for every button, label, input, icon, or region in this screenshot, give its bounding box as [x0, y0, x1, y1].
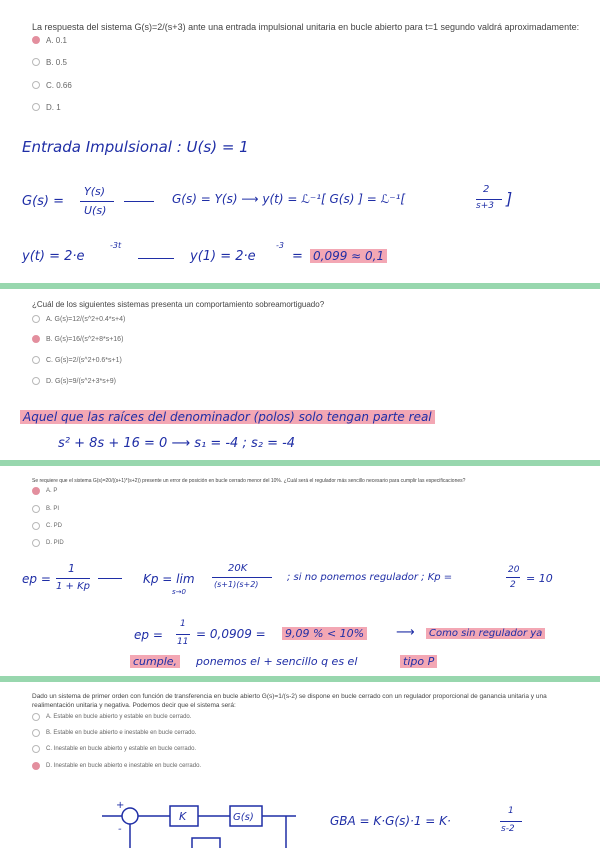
- q4-radio-a[interactable]: [32, 713, 40, 721]
- q3-note-ep2-val: = 0,0909 =: [196, 627, 266, 641]
- question-4-text: Dado un sistema de primer orden con función de transferencia en bucle abierto G(s)=1/(s-2) se dispone en bucle cerrado con un regulador proporcional de ganancia unitaria y una realimentación unitaria y negativa. Podemos decir que el sistema será:: [32, 693, 547, 709]
- q2-option-c-label: C. G(s)=2/(s^2+0.6*s+1): [46, 356, 122, 364]
- q4-option-d[interactable]: [32, 759, 201, 773]
- q1-option-b-label: B. 0.5: [46, 57, 67, 67]
- separator-band-3: [0, 676, 600, 682]
- q2-radio-c[interactable]: [32, 356, 40, 364]
- q4-option-d-label: D. Inestable en bucle abierto e inestable en bucle cerrado.: [46, 763, 202, 769]
- summing-junction: [122, 808, 138, 824]
- q1-note-g-mid: G(s) = Y(s) ⟶ y(t) = ℒ⁻¹[ G(s) ] = ℒ⁻¹[: [172, 192, 406, 206]
- q2-note-line2: s² + 8s + 16 = 0 ⟶ s₁ = -4 ; s₂ = -4: [58, 436, 296, 451]
- q3-note-ep2-arrow: ⟶: [396, 625, 415, 640]
- q1-note-y-arrow: [138, 258, 174, 259]
- q3-note-ep-num: 1: [68, 562, 75, 575]
- q4-option-b-label: B. Estable en bucle abierto e inestable en bucle cerrado.: [46, 730, 197, 736]
- q4-option-c[interactable]: [32, 742, 196, 756]
- q3-note-line3-b: ponemos el + sencillo q es el: [196, 655, 358, 668]
- q3-option-a[interactable]: [32, 484, 57, 498]
- q2-option-c[interactable]: [32, 353, 122, 367]
- q1-note-arrow: [124, 201, 154, 202]
- q1-note-result: 0,099 ≈ 0,1: [310, 249, 387, 263]
- q1-note-g-frac-den: s+3: [476, 201, 494, 211]
- q3-radio-a[interactable]: [32, 487, 40, 495]
- q3-note-ep2-pct: 9,09 % < 10%: [282, 627, 367, 640]
- q3-note-kp-val-num: 20: [508, 565, 520, 575]
- q3-radio-c[interactable]: [32, 522, 40, 530]
- block-k-label: K: [179, 810, 187, 823]
- q4-option-a[interactable]: [32, 710, 191, 724]
- q2-option-d[interactable]: [32, 374, 116, 388]
- q3-note-ep2-den: 11: [177, 637, 189, 647]
- q4-note-gba-den: s-2: [501, 824, 515, 834]
- q3-note-kp-comment: ; si no ponemos regulador ; Kp =: [287, 572, 453, 583]
- plus-sign: +: [116, 800, 125, 811]
- q2-radio-d[interactable]: [32, 377, 40, 385]
- question-3-text: Se requiere que el sistema G(s)=20/((s+1)*(s+2)) presente un error de posición en bucle cerrado menor del 10%. ¿Cuál será el regulador más sencillo necesario para cumplir las especificaciones?: [32, 478, 466, 484]
- q2-option-a[interactable]: [32, 312, 125, 326]
- question-2-text: ¿Cuál de los siguientes sistemas presenta un comportamiento sobreamortiguado?: [32, 300, 325, 309]
- q1-option-c[interactable]: [32, 78, 72, 92]
- q1-option-b[interactable]: [32, 55, 67, 69]
- q3-note-line3-a: cumple,: [130, 655, 180, 668]
- q4-radio-d[interactable]: [32, 762, 40, 770]
- q3-note-ep2-comment: Como sin regulador ya: [426, 628, 545, 639]
- q1-note-g-num: Y(s): [84, 185, 106, 198]
- q1-note-g-close: ]: [506, 189, 513, 208]
- q1-note-y-exp2: -3: [276, 241, 284, 250]
- q1-option-a[interactable]: [32, 33, 67, 47]
- q2-option-d-label: D. G(s)=9/(s^2+3*s+9): [46, 377, 117, 385]
- q1-option-d-label: D. 1: [46, 102, 61, 112]
- q1-radio-a[interactable]: [32, 36, 40, 44]
- q4-note-gba-num: 1: [508, 806, 514, 816]
- q3-option-b[interactable]: [32, 502, 59, 516]
- q1-note-y-exp: -3t: [110, 241, 122, 250]
- q3-option-d-label: D. PID: [46, 540, 64, 546]
- q2-radio-a[interactable]: [32, 315, 40, 323]
- q3-note-kp-val-den: 2: [510, 580, 516, 590]
- q4-note-gba-bar: [500, 821, 522, 822]
- q4-option-c-label: C. Inestable en bucle abierto y estable en bucle cerrado.: [46, 746, 197, 752]
- q1-option-a-label: A. 0.1: [46, 35, 67, 45]
- q3-note-ep2-bar: [176, 634, 190, 635]
- q4-note-gba: GBA = K·G(s)·1 = K·: [330, 814, 451, 828]
- q3-note-ep-den: 1 + Kp: [56, 581, 91, 592]
- q3-radio-b[interactable]: [32, 505, 40, 513]
- q3-note-kp-bar: [212, 577, 272, 578]
- q1-note-g-bar: [80, 201, 114, 202]
- q3-note-ep-bar: [56, 578, 90, 579]
- minus-sign: -: [118, 824, 122, 835]
- q3-note-kp-lhs: Kp = lim: [143, 572, 195, 586]
- question-1-text: La respuesta del sistema G(s)=2/(s+3) ante una entrada impulsional unitaria en bucle abierto para t=1 segundo valdrá aproximadamente:: [32, 22, 580, 32]
- q4-radio-b[interactable]: [32, 729, 40, 737]
- separator-band-1: [0, 283, 600, 289]
- q1-note-g-frac-num: 2: [483, 184, 490, 195]
- q2-option-b-label: B. G(s)=16/(s^2+8*s+16): [46, 335, 124, 343]
- q3-option-a-label: A. P: [46, 488, 58, 494]
- q3-note-ep-arrow: [98, 578, 122, 579]
- q2-radio-b[interactable]: [32, 335, 40, 343]
- q4-option-a-label: A. Estable en bucle abierto y estable en bucle cerrado.: [46, 714, 192, 720]
- q1-note-g-lhs: G(s) =: [22, 194, 65, 209]
- q3-note-ep2-num: 1: [180, 619, 186, 629]
- q2-option-b[interactable]: [32, 332, 123, 346]
- q1-note-y-eq: =: [292, 249, 303, 264]
- q1-radio-d[interactable]: [32, 103, 40, 111]
- q3-note-kp-num: 20K: [228, 563, 248, 574]
- q1-note-line1: Entrada Impulsional : U(s) = 1: [22, 138, 249, 156]
- q1-option-c-label: C. 0.66: [46, 80, 72, 90]
- q3-option-d[interactable]: [32, 536, 64, 550]
- q1-note-y-lhs: y(t) = 2·e: [22, 249, 85, 264]
- q3-option-c-label: C. PD: [46, 523, 63, 529]
- q1-radio-b[interactable]: [32, 58, 40, 66]
- block-g-label: G(s): [233, 812, 254, 823]
- q3-note-ep-lhs: ep =: [22, 572, 51, 586]
- q2-note-line1: Aquel que las raíces del denominador (polos) solo tengan parte real: [20, 410, 435, 424]
- q3-note-kp-result: = 10: [526, 572, 553, 585]
- q3-option-b-label: B. PI: [46, 506, 60, 512]
- q3-radio-d[interactable]: [32, 539, 40, 547]
- q3-note-line3-c: tipo P: [400, 655, 437, 668]
- q4-radio-c[interactable]: [32, 745, 40, 753]
- q3-note-kp-sub: s→0: [172, 588, 186, 596]
- q3-note-kp-val-bar: [506, 577, 520, 578]
- q4-option-b[interactable]: [32, 726, 196, 740]
- q1-note-g-frac-bar: [476, 199, 502, 200]
- q2-option-a-label: A. G(s)=12/(s^2+0.4*s+4): [46, 315, 126, 323]
- q3-note-ep2-lhs: ep =: [134, 628, 163, 642]
- q3-note-kp-den: (s+1)(s+2): [214, 580, 259, 589]
- q3-option-c[interactable]: [32, 519, 62, 533]
- separator-band-2: [0, 460, 600, 466]
- feedback-block: [192, 838, 220, 848]
- q1-note-y-mid: y(1) = 2·e: [190, 249, 256, 264]
- q1-radio-c[interactable]: [32, 81, 40, 89]
- q1-option-d[interactable]: [32, 100, 61, 114]
- q1-note-g-den: U(s): [84, 204, 107, 217]
